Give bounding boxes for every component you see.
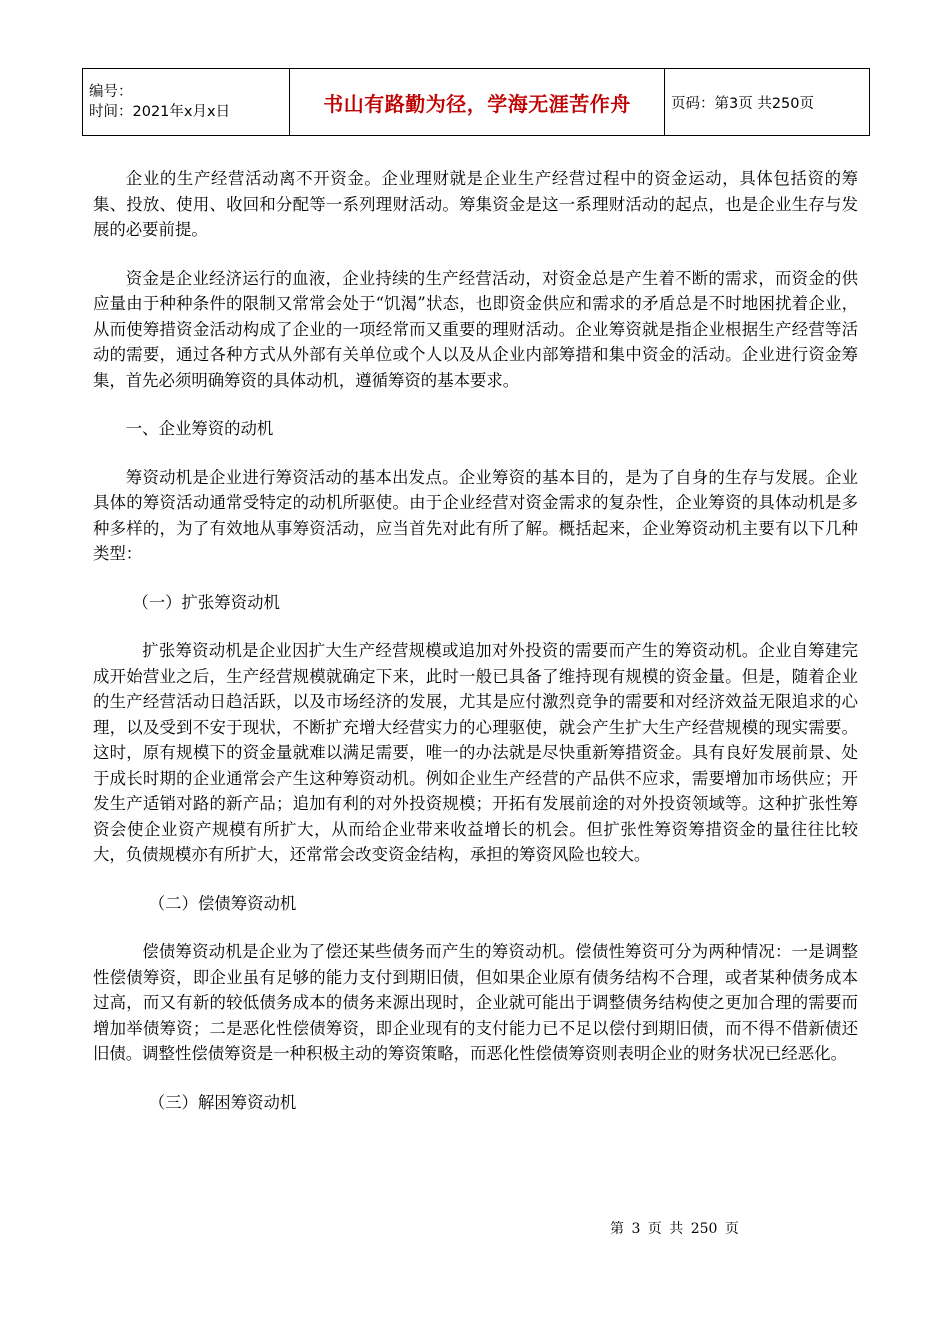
subsection-heading: （二）偿债筹资动机 xyxy=(148,893,297,913)
paragraph: 扩张筹资动机是企业因扩大生产经营规模或追加对外投资的需要而产生的筹资动机。企业自筹建完成开始营业之后，生产经营规模就确定下来，此时一般已具备了维持现有规模的资金量。但是，随着企业的生产经营活动日趋活跃，以及市场经济的发展，尤其是应付激烈竞争的需要和对经济效益无限追求的心理，以及受到不安于现状，不断扩充增大经营实力的心理驱使，就会产生扩大生产经营规模的现实需要。这时，原有规模下的资金量就难以满足需要，唯一的办法就是尽快重新筹措资金。具有良好发展前景、处于成长时期的企业通常会产生这种筹资动机。例如企业生产经营的产品供不应求，需要增加市场供应；开发生产适销对路的新产品；追加有利的对外投资规模；开拓有发展前途的对外投资领域等。这种扩张性筹资会使企业资产规模有所扩大，从而给企业带来收益增长的机会。但扩张性筹资筹措资金的量往往比较大，负债规模亦有所扩大，还常常会改变资金结构，承担的筹资风险也较大。 xyxy=(93,641,858,864)
header-meta-cell xyxy=(83,69,290,136)
paragraph: 企业的生产经营活动离不开资金。企业理财就是企业生产经营过程中的资金运动，具体包括资的筹集、投放、使用、收回和分配等一系列理财活动。筹集资金是这一系理财活动的起点，也是企业生存与发展的必要前提。 xyxy=(93,169,858,239)
section-heading: 一、企业筹资的动机 xyxy=(125,419,274,438)
subsection-heading: （三）解困筹资动机 xyxy=(148,1092,297,1112)
number-label: 编号： xyxy=(89,84,133,100)
document-body xyxy=(93,166,858,1138)
header-page-info: 页码：第3页 共250页 xyxy=(665,69,870,136)
paragraph: 资金是企业经济运行的血液，企业持续的生产经营活动，对资金总是产生着不断的需求，而资金的供应量由于种种条件的限制又常常会处于“饥渴”状态，也即资金供应和需求的矛盾总是不时地困扰着企业，从而使筹措资金活动构成了企业的一项经常而又重要的理财活动。企业筹资就是指企业根据生产经营等活动的需要，通过各种方式从外部有关单位或个人以及从企业内部筹措和集中资金的活动。企业进行资金筹集，首先必须明确筹资的具体动机，遵循筹资的基本要求。 xyxy=(93,268,858,390)
paragraph: 筹资动机是企业进行筹资活动的基本出发点。企业筹资的基本目的，是为了自身的生存与发展。企业具体的筹资活动通常受特定的动机所驱使。由于企业经营对资金需求的复杂性，企业筹资的具体动机是多种多样的，为了有效地从事筹资活动，应当首先对此有所了解。概括起来，企业筹资动机主要有以下几种类型： xyxy=(93,467,858,563)
document-header xyxy=(82,68,870,136)
page-footer: 第 3 页 共 250 页 xyxy=(610,1221,739,1237)
time-label: 时间：2021年x月x日 xyxy=(89,104,231,120)
subsection-heading: （一）扩张筹资动机 xyxy=(132,592,280,612)
header-motto: 书山有路勤为径，学海无涯苦作舟 xyxy=(290,69,665,136)
paragraph: 偿债筹资动机是企业为了偿还某些债务而产生的筹资动机。偿债性筹资可分为两种情况：一是调整性偿债筹资，即企业虽有足够的能力支付到期旧债，但如果企业原有债务结构不合理，或者某种债务成本过高，而又有新的较低债务成本的债务来源出现时，企业就可能出于调整债务结构使之更加合理的需要而增加举债筹资；二是恶化性偿债筹资，即企业现有的支付能力已不足以偿付到期旧债，而不得不借新债还旧债。调整性偿债筹资是一种积极主动的筹资策略，而恶化性偿债筹资则表明企业的财务状况已经恶化。 xyxy=(93,942,858,1063)
